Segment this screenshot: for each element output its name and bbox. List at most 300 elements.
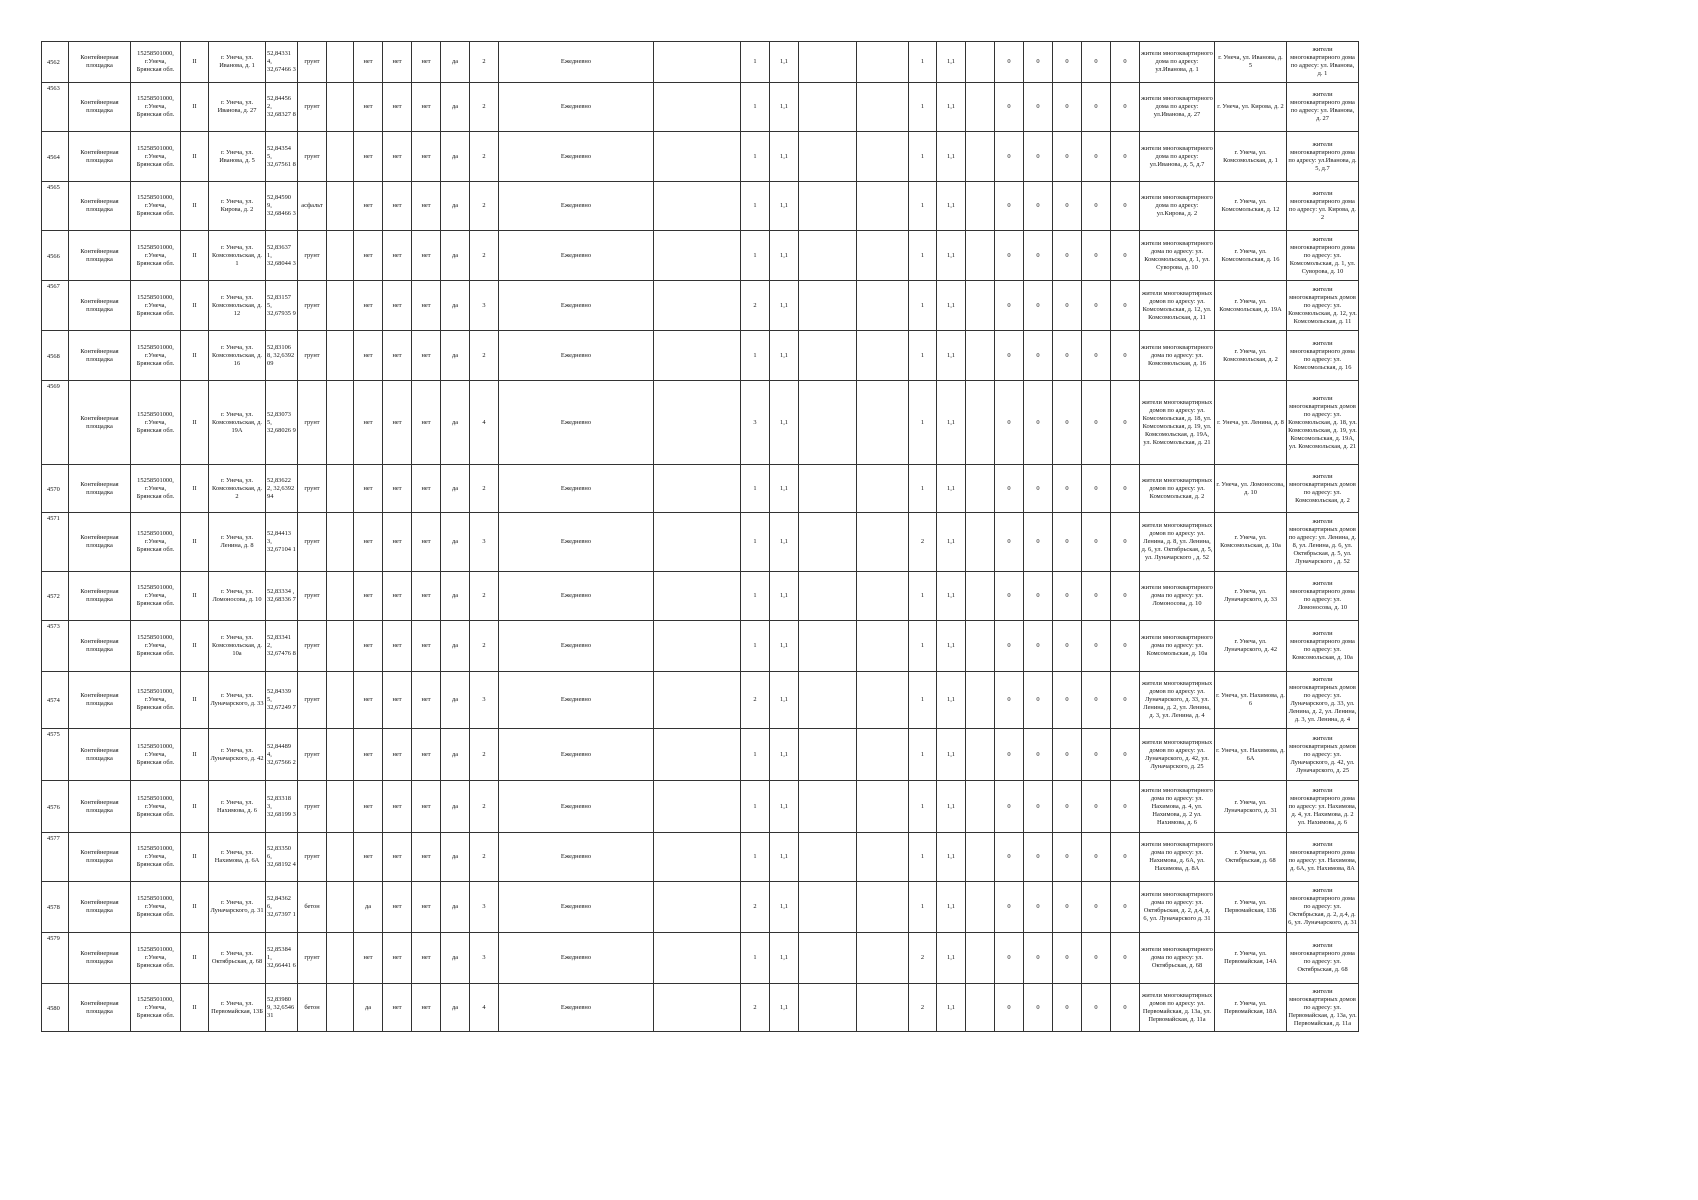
zero-value-cell: 0 — [1082, 331, 1111, 381]
zero-value-cell: 0 — [1082, 132, 1111, 182]
removal-schedule-cell: Ежедневно — [499, 231, 654, 281]
blank-cell — [857, 381, 909, 465]
site-address-cell: г. Унеча, ул. Первомайская, 13Б — [209, 984, 266, 1032]
blank-cell — [966, 984, 995, 1032]
removal-schedule-cell: Ежедневно — [499, 182, 654, 231]
blank-cell — [966, 42, 995, 83]
container-sites-table — [41, 41, 1359, 1032]
planned-count-cell: 1 — [741, 231, 770, 281]
oktmo-locality-cell: 15258501000, г.Унеча, Брянская обл. — [131, 781, 181, 833]
lighting-flag-cell: нет — [412, 465, 441, 513]
zero-value-cell: 0 — [1111, 83, 1140, 132]
coordinates-cell: 52,84362 6, 32,67397 1 — [266, 882, 298, 933]
oktmo-locality-cell: 15258501000, г.Унеча, Брянская обл. — [131, 83, 181, 132]
blank-cell — [327, 132, 354, 182]
zero-value-cell: 0 — [1111, 984, 1140, 1032]
surface-type-cell: грунт — [298, 933, 327, 984]
table-row — [42, 331, 1359, 381]
fence-flag-cell: нет — [354, 381, 383, 465]
bunker-volume-cell: 1,1 — [937, 729, 966, 781]
bunker-count-cell: 1 — [909, 465, 937, 513]
served-objects-cell: жители многоквартирного дома по адресу: ул. Иванова, д. 27 — [1287, 83, 1359, 132]
planned-volume-cell: 1,1 — [770, 83, 799, 132]
planned-volume-cell: 1,1 — [770, 781, 799, 833]
site-type-cell: Контейнерная площадка — [69, 781, 131, 833]
fence-flag-cell: нет — [354, 729, 383, 781]
row-number-cell: 4577 — [42, 833, 69, 882]
site-address-cell: г. Унеча, ул. Нахимова, д. 6 — [209, 781, 266, 833]
blank-cell — [654, 281, 741, 331]
zero-value-cell: 0 — [1111, 381, 1140, 465]
zero-value-cell: 0 — [1111, 882, 1140, 933]
owner-address-cell: г. Унеча, ул. Комсомольская, д. 1 — [1215, 132, 1287, 182]
served-objects-cell: жители многоквартирных домов по адресу: ул. Луначарского, д. 33, ул. Ленина, д. 2, ул. Ленина, д. 3, ул. Ленина, д. 4 — [1287, 672, 1359, 729]
owner-address-cell: г. Унеча, ул. Комсомольская, д. 16 — [1215, 231, 1287, 281]
zero-value-cell: 0 — [1053, 672, 1082, 729]
waste-source-cell: жители многоквартирного дома по адресу: ул.Иванова, д. 5, д.7 — [1140, 132, 1215, 182]
bunker-volume-cell: 1,1 — [937, 984, 966, 1032]
container-flag-cell: да — [441, 465, 470, 513]
fence-flag-cell: да — [354, 882, 383, 933]
zero-value-cell: 0 — [1111, 621, 1140, 672]
fence-flag-cell: нет — [354, 833, 383, 882]
removal-schedule-cell: Ежедневно — [499, 984, 654, 1032]
zero-value-cell: 0 — [1111, 182, 1140, 231]
container-count-cell: 3 — [470, 513, 499, 572]
zero-value-cell: 0 — [995, 381, 1024, 465]
site-type-cell: Контейнерная площадка — [69, 381, 131, 465]
blank-cell — [966, 231, 995, 281]
row-number-cell: 4575 — [42, 729, 69, 781]
row-number-cell: 4565 — [42, 182, 69, 231]
coordinates-cell: 52,83106 8, 32,6392 09 — [266, 331, 298, 381]
site-type-cell: Контейнерная площадка — [69, 281, 131, 331]
coordinates-cell: 52,83334 , 32,68336 7 — [266, 572, 298, 621]
surface-type-cell: грунт — [298, 331, 327, 381]
lighting-flag-cell: нет — [412, 833, 441, 882]
planned-count-cell: 2 — [741, 672, 770, 729]
coordinates-cell: 52,83318 3, 32,68199 3 — [266, 781, 298, 833]
hazard-class-cell: II — [181, 381, 209, 465]
surface-type-cell: грунт — [298, 42, 327, 83]
container-count-cell: 3 — [470, 882, 499, 933]
table-row — [42, 833, 1359, 882]
container-flag-cell: да — [441, 513, 470, 572]
planned-count-cell: 1 — [741, 781, 770, 833]
canopy-flag-cell: нет — [383, 781, 412, 833]
bunker-volume-cell: 1,1 — [937, 132, 966, 182]
removal-schedule-cell: Ежедневно — [499, 882, 654, 933]
removal-schedule-cell: Ежедневно — [499, 933, 654, 984]
zero-value-cell: 0 — [995, 42, 1024, 83]
bunker-count-cell: 1 — [909, 572, 937, 621]
zero-value-cell: 0 — [1082, 621, 1111, 672]
zero-value-cell: 0 — [995, 781, 1024, 833]
zero-value-cell: 0 — [995, 83, 1024, 132]
bunker-count-cell: 1 — [909, 182, 937, 231]
zero-value-cell: 0 — [1082, 781, 1111, 833]
site-address-cell: г. Унеча, ул. Иванова, д. 27 — [209, 83, 266, 132]
table-row — [42, 182, 1359, 231]
hazard-class-cell: II — [181, 882, 209, 933]
removal-schedule-cell: Ежедневно — [499, 729, 654, 781]
planned-volume-cell: 1,1 — [770, 331, 799, 381]
blank-cell — [799, 933, 857, 984]
blank-cell — [799, 465, 857, 513]
blank-cell — [327, 231, 354, 281]
zero-value-cell: 0 — [995, 572, 1024, 621]
container-flag-cell: да — [441, 331, 470, 381]
blank-cell — [966, 729, 995, 781]
blank-cell — [327, 621, 354, 672]
surface-type-cell: бетон — [298, 984, 327, 1032]
fence-flag-cell: нет — [354, 331, 383, 381]
bunker-count-cell: 1 — [909, 83, 937, 132]
container-count-cell: 2 — [470, 231, 499, 281]
served-objects-cell: жители многоквартирного дома по адресу: ул. Комсомольская, д. 1, ул. Суворова, д. 10 — [1287, 231, 1359, 281]
zero-value-cell: 0 — [995, 281, 1024, 331]
owner-address-cell: г. Унеча, ул. Комсомольская, д. 19А — [1215, 281, 1287, 331]
container-flag-cell: да — [441, 83, 470, 132]
planned-count-cell: 2 — [741, 281, 770, 331]
bunker-count-cell: 1 — [909, 381, 937, 465]
site-type-cell: Контейнерная площадка — [69, 833, 131, 882]
owner-address-cell: г. Унеча, ул. Октябрьская, д. 68 — [1215, 833, 1287, 882]
blank-cell — [857, 672, 909, 729]
blank-cell — [654, 331, 741, 381]
row-number-cell: 4578 — [42, 882, 69, 933]
container-count-cell: 2 — [470, 465, 499, 513]
zero-value-cell: 0 — [1082, 42, 1111, 83]
served-objects-cell: жители многоквартирного дома по адресу: ул. Ломоносова, д. 10 — [1287, 572, 1359, 621]
blank-cell — [966, 882, 995, 933]
planned-volume-cell: 1,1 — [770, 572, 799, 621]
blank-cell — [654, 381, 741, 465]
table-row — [42, 572, 1359, 621]
planned-count-cell: 1 — [741, 42, 770, 83]
blank-cell — [799, 984, 857, 1032]
oktmo-locality-cell: 15258501000, г.Унеча, Брянская обл. — [131, 513, 181, 572]
container-flag-cell: да — [441, 933, 470, 984]
removal-schedule-cell: Ежедневно — [499, 781, 654, 833]
planned-count-cell: 1 — [741, 182, 770, 231]
table-row — [42, 729, 1359, 781]
container-flag-cell: да — [441, 882, 470, 933]
blank-cell — [857, 331, 909, 381]
zero-value-cell: 0 — [1053, 984, 1082, 1032]
surface-type-cell: грунт — [298, 281, 327, 331]
canopy-flag-cell: нет — [383, 42, 412, 83]
blank-cell — [857, 621, 909, 672]
bunker-volume-cell: 1,1 — [937, 672, 966, 729]
zero-value-cell: 0 — [995, 182, 1024, 231]
blank-cell — [654, 882, 741, 933]
blank-cell — [966, 281, 995, 331]
removal-schedule-cell: Ежедневно — [499, 42, 654, 83]
blank-cell — [654, 621, 741, 672]
zero-value-cell: 0 — [1082, 933, 1111, 984]
planned-volume-cell: 1,1 — [770, 513, 799, 572]
waste-source-cell: жители многоквартирного дома по адресу: ул. Октябрьская, д. 2, д.4, д. 6, ул. Луначарского д. 31 — [1140, 882, 1215, 933]
served-objects-cell: жители многоквартирных домов по адресу: ул. Луначарского, д. 42, ул. Луначарского, д. 25 — [1287, 729, 1359, 781]
coordinates-cell: 52,85384 1, 32,66441 6 — [266, 933, 298, 984]
bunker-volume-cell: 1,1 — [937, 882, 966, 933]
zero-value-cell: 0 — [1024, 882, 1053, 933]
waste-source-cell: жители многоквартирного дома по адресу: ул.Иванова, д. 27 — [1140, 83, 1215, 132]
site-address-cell: г. Унеча, ул. Октябрьская, д. 68 — [209, 933, 266, 984]
site-address-cell: г. Унеча, ул. Иванова, д. 5 — [209, 132, 266, 182]
table-row — [42, 882, 1359, 933]
fence-flag-cell: нет — [354, 572, 383, 621]
zero-value-cell: 0 — [1024, 281, 1053, 331]
canopy-flag-cell: нет — [383, 882, 412, 933]
blank-cell — [654, 513, 741, 572]
row-number-cell: 4567 — [42, 281, 69, 331]
container-flag-cell: да — [441, 781, 470, 833]
row-number-cell: 4562 — [42, 42, 69, 83]
coordinates-cell: 52,83073 5, 32,68026 9 — [266, 381, 298, 465]
blank-cell — [857, 281, 909, 331]
blank-cell — [654, 672, 741, 729]
fence-flag-cell: нет — [354, 621, 383, 672]
zero-value-cell: 0 — [1082, 572, 1111, 621]
zero-value-cell: 0 — [1024, 672, 1053, 729]
row-number-cell: 4564 — [42, 132, 69, 182]
table-row — [42, 781, 1359, 833]
canopy-flag-cell: нет — [383, 281, 412, 331]
surface-type-cell: грунт — [298, 572, 327, 621]
blank-cell — [966, 182, 995, 231]
site-address-cell: г. Унеча, ул. Нахимова, д. 6А — [209, 833, 266, 882]
surface-type-cell: грунт — [298, 83, 327, 132]
table-row — [42, 513, 1359, 572]
owner-address-cell: г. Унеча, ул. Луначарского, д. 31 — [1215, 781, 1287, 833]
planned-count-cell: 1 — [741, 833, 770, 882]
served-objects-cell: жители многоквартирного дома по адресу: ул. Кирова, д. 2 — [1287, 182, 1359, 231]
lighting-flag-cell: нет — [412, 572, 441, 621]
zero-value-cell: 0 — [1082, 83, 1111, 132]
planned-volume-cell: 1,1 — [770, 672, 799, 729]
container-count-cell: 3 — [470, 933, 499, 984]
lighting-flag-cell: нет — [412, 231, 441, 281]
row-number-cell: 4580 — [42, 984, 69, 1032]
zero-value-cell: 0 — [995, 933, 1024, 984]
owner-address-cell: г. Унеча, ул. Нахимова, д. 6А — [1215, 729, 1287, 781]
zero-value-cell: 0 — [1082, 513, 1111, 572]
blank-cell — [966, 83, 995, 132]
served-objects-cell: жители многоквартирного дома по адресу: ул. Октябрьская, д. 2, д.4, д. 6, ул. Луначарского, д. 31 — [1287, 882, 1359, 933]
table-row — [42, 465, 1359, 513]
blank-cell — [799, 182, 857, 231]
bunker-volume-cell: 1,1 — [937, 933, 966, 984]
blank-cell — [654, 231, 741, 281]
blank-cell — [654, 781, 741, 833]
container-count-cell: 2 — [470, 833, 499, 882]
waste-source-cell: жители многоквартирных домов по адресу: ул. Комсомольская, д. 18, ул. Комсомольская, д. 19, ул. Комсомольская, д. 19А, ул. Комсомольская, д. 21 — [1140, 381, 1215, 465]
blank-cell — [654, 465, 741, 513]
surface-type-cell: грунт — [298, 781, 327, 833]
owner-address-cell: г. Унеча, ул. Первомайская, 14А — [1215, 933, 1287, 984]
blank-cell — [799, 83, 857, 132]
zero-value-cell: 0 — [1024, 331, 1053, 381]
zero-value-cell: 0 — [1024, 182, 1053, 231]
canopy-flag-cell: нет — [383, 621, 412, 672]
lighting-flag-cell: нет — [412, 132, 441, 182]
planned-count-cell: 1 — [741, 513, 770, 572]
zero-value-cell: 0 — [1024, 381, 1053, 465]
blank-cell — [799, 672, 857, 729]
oktmo-locality-cell: 15258501000, г.Унеча, Брянская обл. — [131, 231, 181, 281]
zero-value-cell: 0 — [1053, 933, 1082, 984]
served-objects-cell: жители многоквартирных домов по адресу: ул. Комсомольская, д. 12, ул. Комсомольская, д. 11 — [1287, 281, 1359, 331]
blank-cell — [966, 331, 995, 381]
owner-address-cell: г. Унеча, ул. Комсомольская, д. 2 — [1215, 331, 1287, 381]
bunker-volume-cell: 1,1 — [937, 182, 966, 231]
fence-flag-cell: да — [354, 984, 383, 1032]
container-flag-cell: да — [441, 132, 470, 182]
oktmo-locality-cell: 15258501000, г.Унеча, Брянская обл. — [131, 331, 181, 381]
coordinates-cell: 52,83622 2, 32,6392 94 — [266, 465, 298, 513]
fence-flag-cell: нет — [354, 781, 383, 833]
served-objects-cell: жители многоквартирных домов по адресу: ул. Первомайская, д. 13а, ул. Первомайская, д. 11а — [1287, 984, 1359, 1032]
fence-flag-cell: нет — [354, 231, 383, 281]
container-flag-cell: да — [441, 381, 470, 465]
zero-value-cell: 0 — [995, 513, 1024, 572]
planned-volume-cell: 1,1 — [770, 281, 799, 331]
zero-value-cell: 0 — [1111, 513, 1140, 572]
zero-value-cell: 0 — [1082, 984, 1111, 1032]
blank-cell — [799, 281, 857, 331]
coordinates-cell: 52,84489 4, 32,67566 2 — [266, 729, 298, 781]
row-number-cell: 4576 — [42, 781, 69, 833]
planned-volume-cell: 1,1 — [770, 381, 799, 465]
blank-cell — [799, 42, 857, 83]
surface-type-cell: грунт — [298, 672, 327, 729]
bunker-count-cell: 2 — [909, 513, 937, 572]
zero-value-cell: 0 — [1082, 672, 1111, 729]
zero-value-cell: 0 — [1024, 933, 1053, 984]
waste-source-cell: жители многоквартирных домов по адресу: ул. Комсомольская, д. 12, ул. Комсомольская, д. 11 — [1140, 281, 1215, 331]
planned-volume-cell: 1,1 — [770, 42, 799, 83]
planned-count-cell: 1 — [741, 933, 770, 984]
blank-cell — [966, 465, 995, 513]
removal-schedule-cell: Ежедневно — [499, 465, 654, 513]
blank-cell — [327, 465, 354, 513]
zero-value-cell: 0 — [1024, 984, 1053, 1032]
blank-cell — [799, 781, 857, 833]
bunker-count-cell: 1 — [909, 281, 937, 331]
oktmo-locality-cell: 15258501000, г.Унеча, Брянская обл. — [131, 882, 181, 933]
removal-schedule-cell: Ежедневно — [499, 331, 654, 381]
planned-volume-cell: 1,1 — [770, 231, 799, 281]
blank-cell — [857, 182, 909, 231]
planned-count-cell: 1 — [741, 465, 770, 513]
blank-cell — [966, 672, 995, 729]
zero-value-cell: 0 — [1111, 729, 1140, 781]
served-objects-cell: жители многоквартирного дома по адресу: ул. Октябрьская, д. 68 — [1287, 933, 1359, 984]
owner-address-cell: г. Унеча, ул. Ленина, д. 8 — [1215, 381, 1287, 465]
blank-cell — [327, 513, 354, 572]
oktmo-locality-cell: 15258501000, г.Унеча, Брянская обл. — [131, 672, 181, 729]
removal-schedule-cell: Ежедневно — [499, 381, 654, 465]
container-count-cell: 2 — [470, 83, 499, 132]
site-address-cell: г. Унеча, ул. Комсомольская, д. 19А — [209, 381, 266, 465]
planned-volume-cell: 1,1 — [770, 882, 799, 933]
row-number-cell: 4566 — [42, 231, 69, 281]
owner-address-cell: г. Унеча, ул. Первомайская, 18А — [1215, 984, 1287, 1032]
table-row — [42, 672, 1359, 729]
oktmo-locality-cell: 15258501000, г.Унеча, Брянская обл. — [131, 132, 181, 182]
lighting-flag-cell: нет — [412, 621, 441, 672]
hazard-class-cell: II — [181, 513, 209, 572]
surface-type-cell: грунт — [298, 621, 327, 672]
owner-address-cell: г. Унеча, ул. Ломоносова, д. 10 — [1215, 465, 1287, 513]
planned-volume-cell: 1,1 — [770, 984, 799, 1032]
zero-value-cell: 0 — [1082, 882, 1111, 933]
hazard-class-cell: II — [181, 281, 209, 331]
bunker-count-cell: 1 — [909, 621, 937, 672]
surface-type-cell: грунт — [298, 729, 327, 781]
blank-cell — [799, 882, 857, 933]
zero-value-cell: 0 — [1024, 781, 1053, 833]
bunker-count-cell: 2 — [909, 984, 937, 1032]
blank-cell — [799, 513, 857, 572]
planned-count-cell: 3 — [741, 381, 770, 465]
removal-schedule-cell: Ежедневно — [499, 281, 654, 331]
table-row — [42, 381, 1359, 465]
blank-cell — [654, 182, 741, 231]
removal-schedule-cell: Ежедневно — [499, 513, 654, 572]
zero-value-cell: 0 — [1024, 833, 1053, 882]
coordinates-cell: 52,83341 2, 32,67476 8 — [266, 621, 298, 672]
planned-count-cell: 1 — [741, 331, 770, 381]
bunker-count-cell: 1 — [909, 729, 937, 781]
waste-source-cell: жители многоквартирного дома по адресу: ул. Ломоносова, д. 10 — [1140, 572, 1215, 621]
site-address-cell: г. Унеча, ул. Иванова, д. 1 — [209, 42, 266, 83]
zero-value-cell: 0 — [1053, 882, 1082, 933]
blank-cell — [966, 381, 995, 465]
container-count-cell: 4 — [470, 984, 499, 1032]
site-address-cell: г. Унеча, ул. Ломоносова, д. 10 — [209, 572, 266, 621]
waste-source-cell: жители многоквартирного дома по адресу: ул. Комсомольская, д. 10а — [1140, 621, 1215, 672]
zero-value-cell: 0 — [1082, 231, 1111, 281]
site-type-cell: Контейнерная площадка — [69, 132, 131, 182]
zero-value-cell: 0 — [1082, 729, 1111, 781]
zero-value-cell: 0 — [995, 833, 1024, 882]
planned-volume-cell: 1,1 — [770, 833, 799, 882]
bunker-count-cell: 1 — [909, 833, 937, 882]
bunker-volume-cell: 1,1 — [937, 465, 966, 513]
canopy-flag-cell: нет — [383, 465, 412, 513]
container-count-cell: 3 — [470, 281, 499, 331]
zero-value-cell: 0 — [1053, 729, 1082, 781]
waste-source-cell: жители многоквартирного дома по адресу: ул. Комсомольская, д. 16 — [1140, 331, 1215, 381]
oktmo-locality-cell: 15258501000, г.Унеча, Брянская обл. — [131, 572, 181, 621]
fence-flag-cell: нет — [354, 132, 383, 182]
lighting-flag-cell: нет — [412, 933, 441, 984]
container-flag-cell: да — [441, 621, 470, 672]
fence-flag-cell: нет — [354, 933, 383, 984]
bunker-volume-cell: 1,1 — [937, 231, 966, 281]
surface-type-cell: грунт — [298, 132, 327, 182]
container-flag-cell: да — [441, 42, 470, 83]
site-type-cell: Контейнерная площадка — [69, 42, 131, 83]
waste-source-cell: жители многоквартирных домов по адресу: ул. Комсомольская, д. 2 — [1140, 465, 1215, 513]
hazard-class-cell: II — [181, 42, 209, 83]
site-type-cell: Контейнерная площадка — [69, 465, 131, 513]
blank-cell — [327, 833, 354, 882]
table-row — [42, 83, 1359, 132]
